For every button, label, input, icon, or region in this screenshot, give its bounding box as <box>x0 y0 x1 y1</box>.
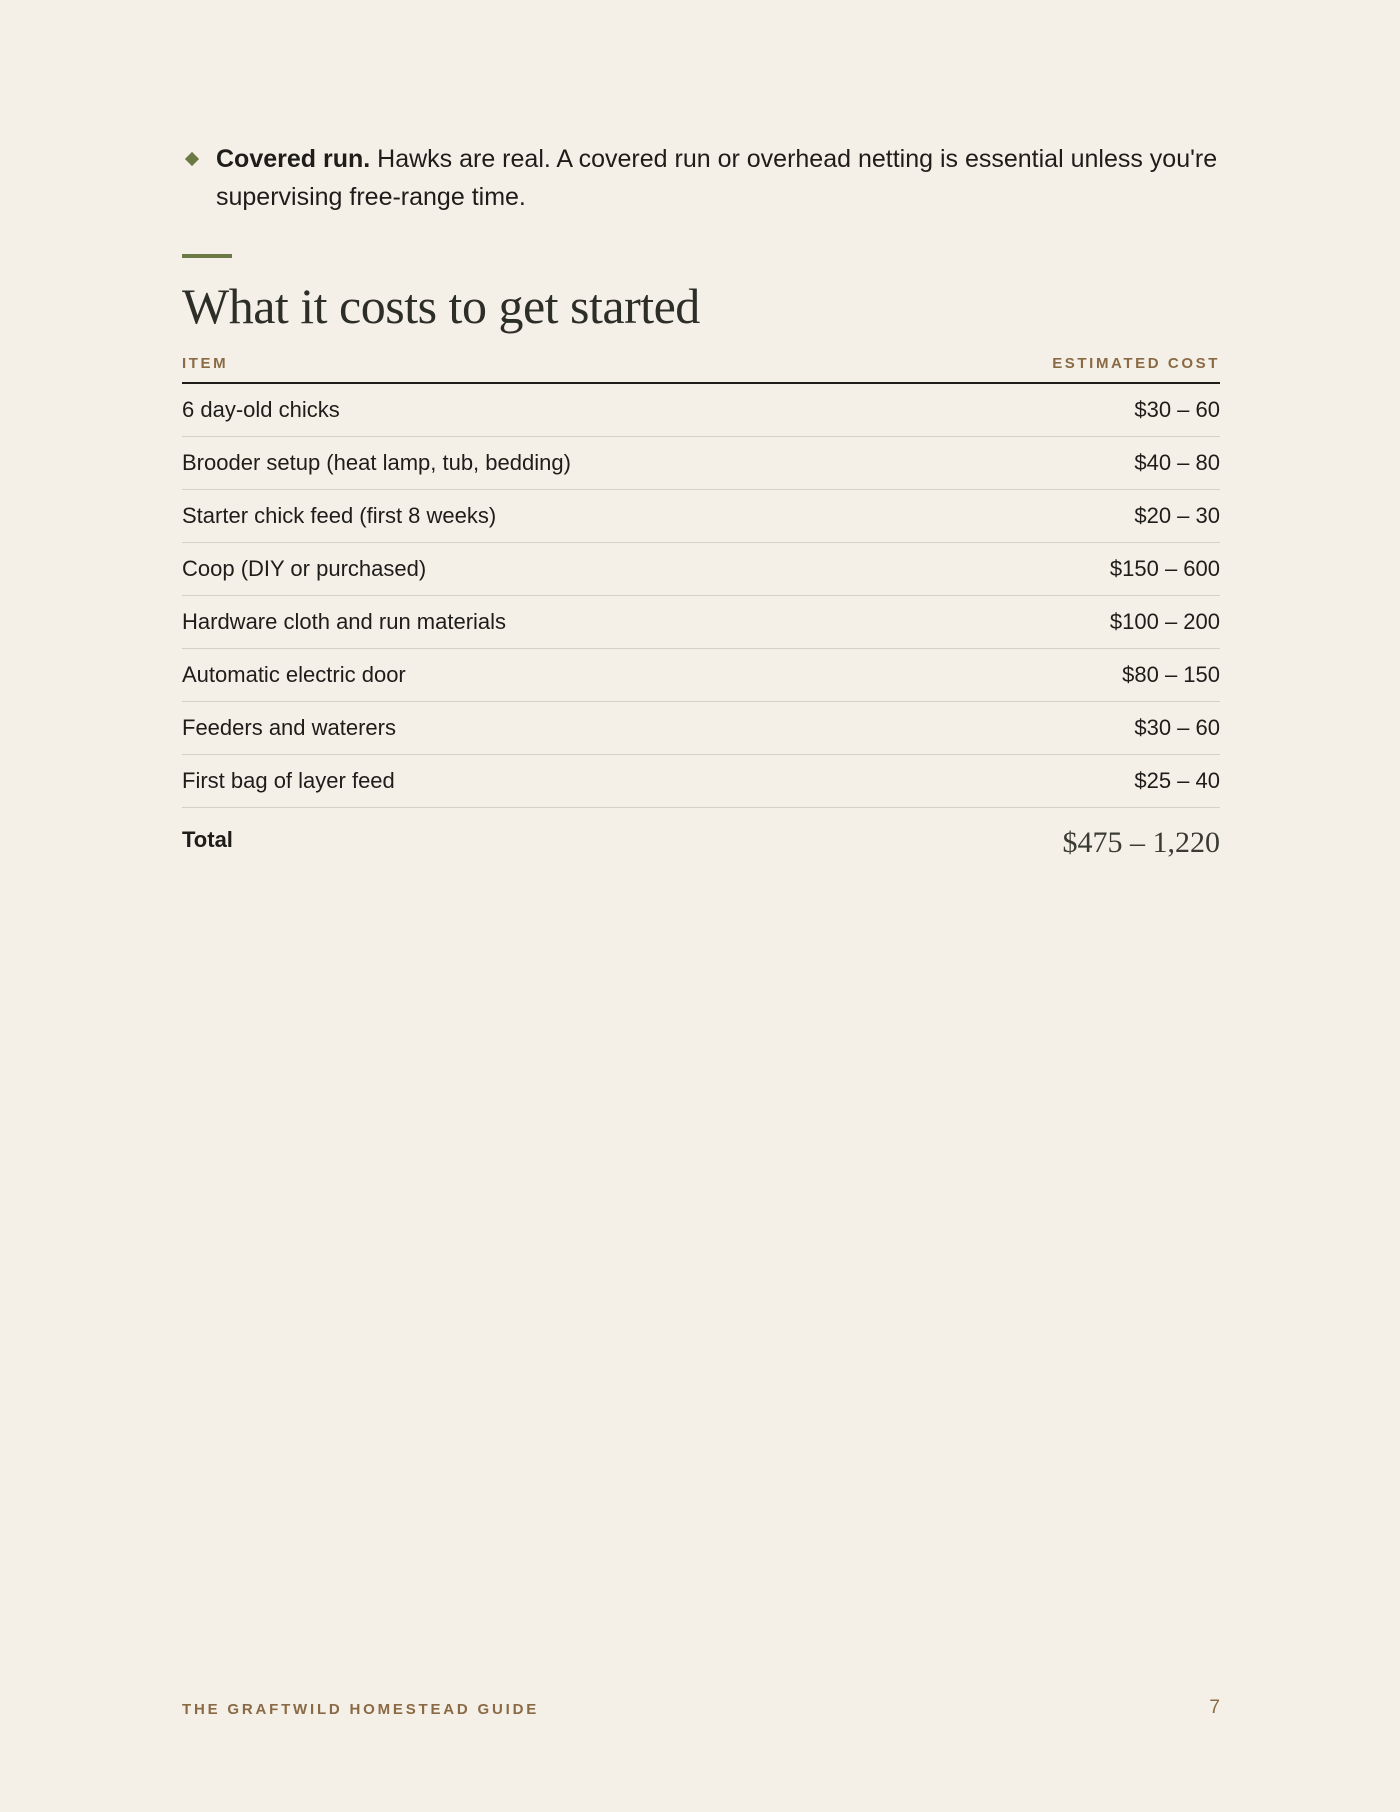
total-value: $475 – 1,220 <box>1062 826 1220 859</box>
column-header-cost: ESTIMATED COST <box>1052 354 1220 372</box>
footer-guide-title: THE GRAFTWILD HOMESTEAD GUIDE <box>182 1701 540 1718</box>
row-cost: $150 – 600 <box>1109 556 1220 581</box>
table-row <box>182 490 1220 543</box>
table-row <box>182 437 1220 490</box>
table-row <box>182 755 1220 808</box>
row-cost: $20 – 30 <box>1134 503 1220 528</box>
table-header <box>182 340 1220 384</box>
row-cost: $40 – 80 <box>1134 450 1220 475</box>
row-cost: $30 – 60 <box>1134 397 1220 422</box>
bullet-lead: Covered run. <box>216 145 371 173</box>
row-item: First bag of layer feed <box>182 768 395 793</box>
row-cost: $100 – 200 <box>1109 609 1220 634</box>
cost-table <box>182 340 1220 872</box>
section-accent-rule <box>182 254 232 258</box>
bullet-item-covered-run <box>182 140 1220 216</box>
row-cost: $25 – 40 <box>1134 768 1220 793</box>
total-label: Total <box>182 827 233 852</box>
row-item: Hardware cloth and run materials <box>182 609 507 634</box>
table-row <box>182 543 1220 596</box>
row-item: Feeders and waterers <box>182 715 396 740</box>
bullet-text <box>216 140 1220 216</box>
row-item: Coop (DIY or purchased) <box>182 556 427 581</box>
table-row <box>182 384 1220 437</box>
row-item: 6 day-old chicks <box>182 397 340 422</box>
table-row <box>182 596 1220 649</box>
row-cost: $80 – 150 <box>1122 662 1220 687</box>
row-item: Automatic electric door <box>182 662 406 687</box>
footer-page-number: 7 <box>1209 1697 1220 1718</box>
total-row <box>182 808 1220 872</box>
bullet-body: Hawks are real. A covered run or overhead netting is essential unless you're supervising free-range time. <box>216 145 1218 211</box>
section-title: What it costs to get started <box>182 278 700 334</box>
row-item: Brooder setup (heat lamp, tub, bedding) <box>182 450 571 475</box>
page <box>182 0 1220 1812</box>
row-cost: $30 – 60 <box>1134 715 1220 740</box>
diamond-bullet-icon <box>182 140 216 178</box>
table-row <box>182 702 1220 755</box>
row-item: Starter chick feed (first 8 weeks) <box>182 503 497 528</box>
column-header-item: ITEM <box>182 354 229 372</box>
table-row <box>182 649 1220 702</box>
